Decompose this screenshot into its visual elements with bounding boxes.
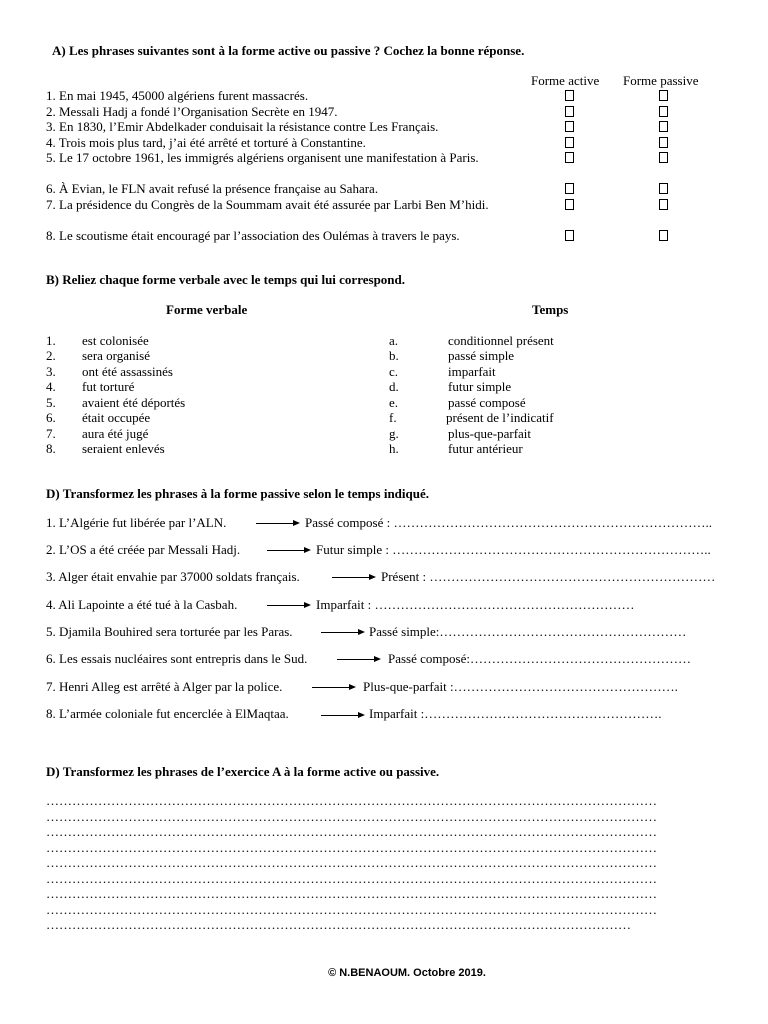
forme-num-7: 7. — [46, 426, 56, 441]
forme-num-3: 3. — [46, 364, 56, 379]
temps-text-d: futur simple — [448, 379, 512, 394]
answer-line-5[interactable]: …………………………………………………………………………………………………………………………… — [46, 855, 657, 870]
sentence-3: 3. En 1830, l’Emir Abdelkader conduisait la résistance contre Les Français. — [46, 119, 439, 134]
checkbox-active-6[interactable] — [565, 183, 574, 194]
passive-sentence-1: 1. L’Algérie fut libérée par l’ALN. — [46, 515, 227, 530]
sentence-5: 5. Le 17 octobre 1961, les immigrés algériens organisent une manifestation à Paris. — [46, 150, 479, 165]
forme-text-6: était occupée — [82, 410, 151, 425]
forme-text-5: avaient été déportés — [82, 395, 186, 410]
copyright-footer: © N.BENAOUM. Octobre 2019. — [328, 967, 486, 979]
checkbox-passive-1[interactable] — [659, 90, 668, 101]
forme-num-2: 2. — [46, 348, 56, 363]
col-passive-header: Forme passive — [623, 73, 699, 88]
passive-tense-2: Futur simple : ……………………………………………………………….. — [316, 542, 711, 557]
passive-tense-4: Imparfait : …………………………………………………… — [316, 597, 635, 612]
checkbox-passive-8[interactable] — [659, 230, 668, 241]
checkbox-passive-4[interactable] — [659, 137, 668, 148]
temps-text-b: passé simple — [448, 348, 515, 363]
checkbox-passive-6[interactable] — [659, 183, 668, 194]
temps-letter-e: e. — [389, 395, 399, 410]
checkbox-active-2[interactable] — [565, 106, 574, 117]
passive-sentence-3: 3. Alger était envahie par 37000 soldats français. — [46, 569, 300, 584]
forme-text-2: sera organisé — [82, 348, 150, 363]
sentence-4: 4. Trois mois plus tard, j’ai été arrêté et torturé à Constantine. — [46, 135, 366, 150]
temps-text-c: imparfait — [448, 364, 496, 379]
forme-text-3: ont été assassinés — [82, 364, 173, 379]
passive-tense-7: Plus-que-parfait :……………………………………………. — [363, 679, 678, 694]
arrow-3 — [332, 577, 374, 578]
arrow-1 — [256, 523, 298, 524]
temps-text-f: présent de l’indicatif — [446, 410, 554, 425]
passive-tense-1: Passé composé : ……………………………………………………………….. — [305, 515, 712, 530]
temps-text-h: futur antérieur — [448, 441, 523, 456]
forme-num-6: 6. — [46, 410, 56, 425]
passive-sentence-8: 8. L’armée coloniale fut encerclée à ElMaqtaa. — [46, 706, 289, 721]
forme-num-5: 5. — [46, 395, 56, 410]
answer-line-7[interactable]: …………………………………………………………………………………………………………………………… — [46, 886, 657, 901]
arrow-6 — [337, 659, 379, 660]
col-active-header: Forme active — [531, 73, 600, 88]
temps-text-e: passé composé — [448, 395, 526, 410]
passive-sentence-4: 4. Ali Lapointe a été tué à la Casbah. — [46, 597, 238, 612]
passive-sentence-5: 5. Djamila Bouhired sera torturée par les Paras. — [46, 624, 293, 639]
forme-text-8: seraient enlevés — [82, 441, 165, 456]
forme-text-4: fut torturé — [82, 379, 135, 394]
checkbox-active-7[interactable] — [565, 199, 574, 210]
passive-sentence-7: 7. Henri Alleg est arrêté à Alger par la police. — [46, 679, 283, 694]
section-c-title: D) Transformez les phrases à la forme passive selon le temps indiqué. — [46, 486, 429, 501]
arrow-5 — [321, 632, 363, 633]
passive-tense-6: Passé composé:…………………………………………… — [388, 651, 691, 666]
answer-line-2[interactable]: …………………………………………………………………………………………………………………………… — [46, 809, 657, 824]
answer-line-3[interactable]: …………………………………………………………………………………………………………………………… — [46, 824, 657, 839]
sentence-6: 6. À Evian, le FLN avait refusé la présence française au Sahara. — [46, 181, 379, 196]
checkbox-passive-5[interactable] — [659, 152, 668, 163]
answer-line-1[interactable]: …………………………………………………………………………………………………………………………… — [46, 793, 657, 808]
temps-letter-b: b. — [389, 348, 399, 363]
passive-tense-3: Présent : ………………………………………………………… — [381, 569, 716, 584]
temps-text-g: plus-que-parfait — [448, 426, 532, 441]
checkbox-active-4[interactable] — [565, 137, 574, 148]
checkbox-active-5[interactable] — [565, 152, 574, 163]
sentence-1: 1. En mai 1945, 45000 algériens furent massacrés. — [46, 88, 309, 103]
forme-num-4: 4. — [46, 379, 56, 394]
section-d-title: D) Transformez les phrases de l’exercice A à la forme active ou passive. — [46, 764, 440, 779]
sentence-8: 8. Le scoutisme était encouragé par l’association des Oulémas à travers le pays. — [46, 228, 460, 243]
sentence-2: 2. Messali Hadj a fondé l’Organisation Secrète en 1947. — [46, 104, 338, 119]
passive-tense-8: Imparfait :………………………………………………. — [369, 706, 662, 721]
temps-letter-g: g. — [389, 426, 399, 441]
arrow-7 — [312, 687, 354, 688]
sentence-7: 7. La présidence du Congrès de la Soummam avait été assurée par Larbi Ben M’hidi. — [46, 197, 489, 212]
arrow-2 — [267, 550, 309, 551]
forme-num-8: 8. — [46, 441, 56, 456]
section-a-title: A) Les phrases suivantes sont à la forme active ou passive ? Cochez la bonne réponse. — [52, 43, 525, 58]
checkbox-active-8[interactable] — [565, 230, 574, 241]
arrow-4 — [267, 605, 309, 606]
col-forme-header: Forme verbale — [166, 302, 248, 317]
col-temps-header: Temps — [532, 302, 569, 317]
temps-letter-f: f. — [389, 410, 397, 425]
passive-sentence-2: 2. L’OS a été créée par Messali Hadj. — [46, 542, 241, 557]
checkbox-active-1[interactable] — [565, 90, 574, 101]
temps-letter-h: h. — [389, 441, 399, 456]
checkbox-passive-7[interactable] — [659, 199, 668, 210]
forme-num-1: 1. — [46, 333, 56, 348]
forme-text-1: est colonisée — [82, 333, 149, 348]
temps-letter-a: a. — [389, 333, 399, 348]
answer-line-8[interactable]: …………………………………………………………………………………………………………………………… — [46, 902, 657, 917]
answer-line-6[interactable]: …………………………………………………………………………………………………………………………… — [46, 871, 657, 886]
arrow-8 — [321, 715, 363, 716]
temps-letter-d: d. — [389, 379, 399, 394]
passive-sentence-6: 6. Les essais nucléaires sont entrepris dans le Sud. — [46, 651, 308, 666]
temps-letter-c: c. — [389, 364, 399, 379]
checkbox-active-3[interactable] — [565, 121, 574, 132]
answer-line-9[interactable]: ……………………………………………………………………………………………………………………… — [46, 917, 631, 932]
answer-line-4[interactable]: …………………………………………………………………………………………………………………………… — [46, 840, 657, 855]
temps-text-a: conditionnel présent — [448, 333, 554, 348]
forme-text-7: aura été jugé — [82, 426, 149, 441]
section-b-title: B) Reliez chaque forme verbale avec le temps qui lui correspond. — [46, 272, 406, 287]
checkbox-passive-2[interactable] — [659, 106, 668, 117]
passive-tense-5: Passé simple:………………………………………………… — [369, 624, 687, 639]
checkbox-passive-3[interactable] — [659, 121, 668, 132]
